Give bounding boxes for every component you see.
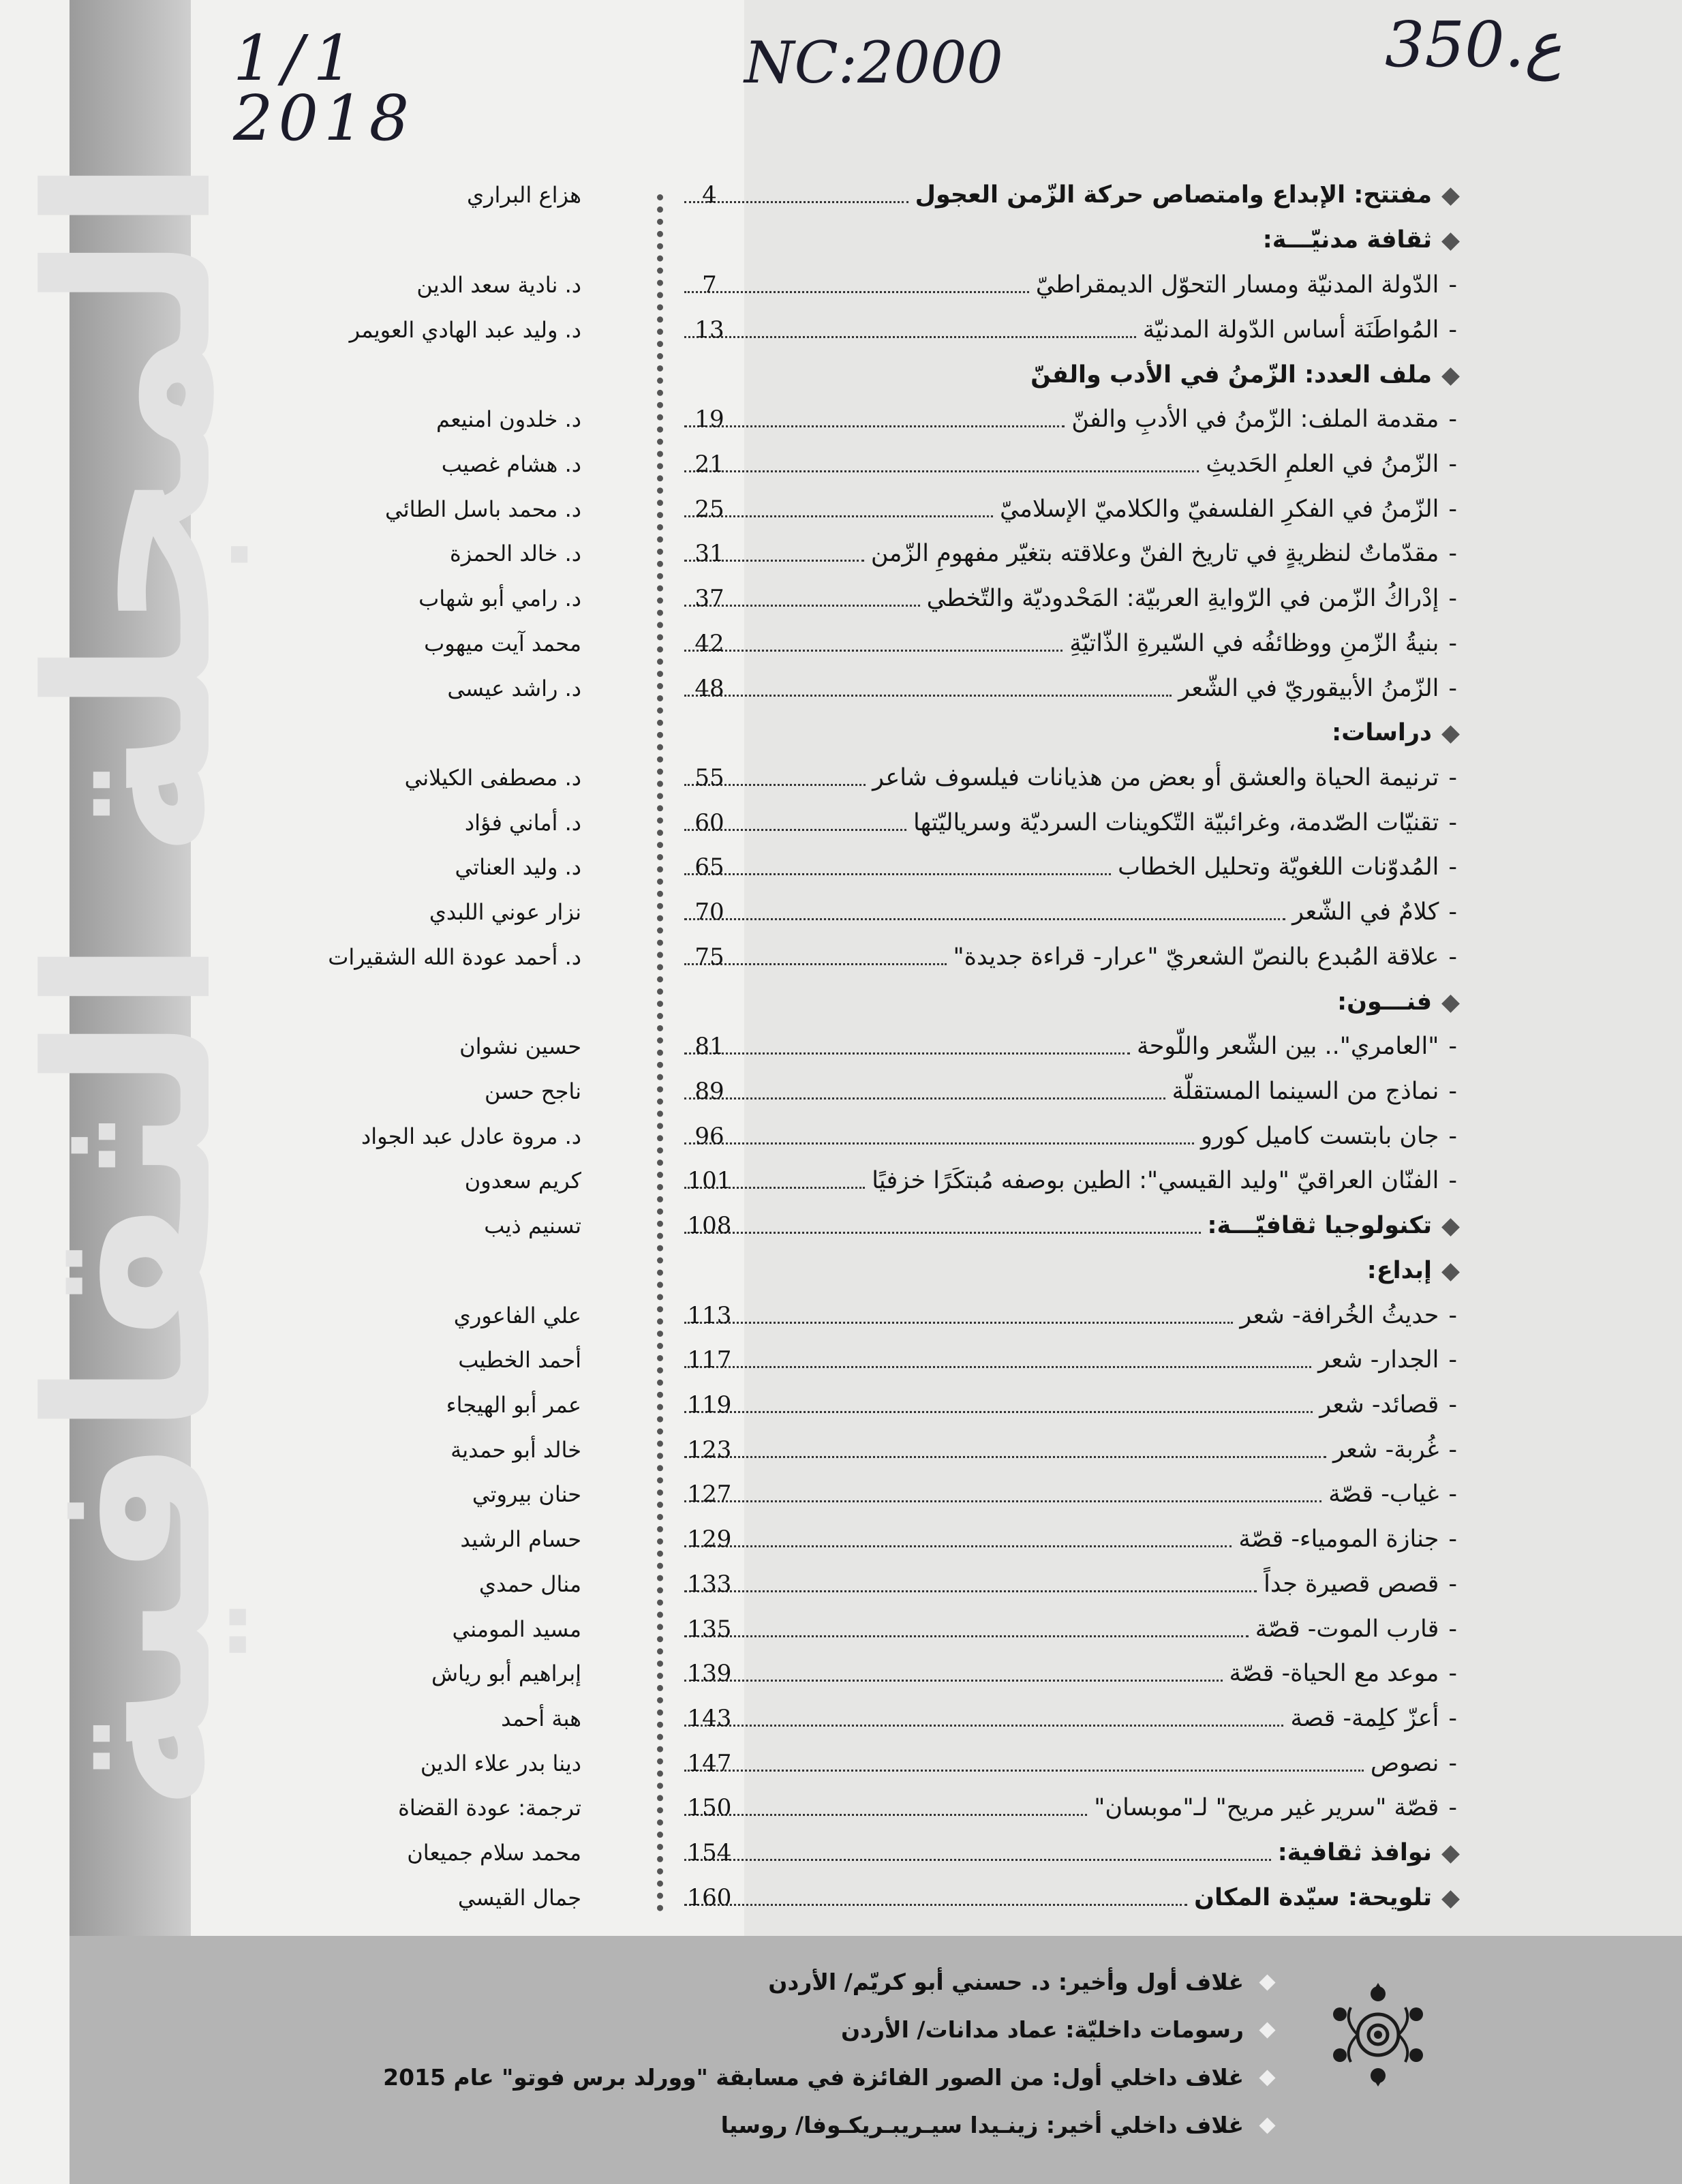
toc-row: [70, 757, 1682, 798]
toc-title-text: قارب الموت- قصّة: [1255, 1616, 1439, 1643]
dash-marker: -: [1448, 1302, 1457, 1329]
toc-entry-title: [684, 1474, 1457, 1515]
toc-title-text: الزّمنُ في العلمِ الحَديثِ: [1206, 451, 1439, 478]
credit-text: غلاف أول وأخير: د. حسني أبو كريّم/ الأردن: [768, 1969, 1244, 1995]
diamond-bullet-icon: [1441, 367, 1460, 386]
toc-row: [70, 937, 1682, 977]
toc-row: [70, 219, 1682, 260]
toc-row: [70, 175, 1682, 215]
handwritten-code: NC:2000: [744, 29, 1003, 96]
toc-section-title: [684, 1877, 1457, 1918]
dash-marker: -: [1448, 1571, 1457, 1598]
toc-row: [70, 1026, 1682, 1067]
toc-entry-title: [684, 1698, 1457, 1739]
toc-row: [70, 1160, 1682, 1201]
toc-title-text: تكنولوجيا ثقافيّـــة:: [1207, 1212, 1432, 1239]
leader-dots: [684, 1635, 1249, 1637]
toc-entry-title: [684, 623, 1457, 664]
toc-section-title: [1263, 219, 1457, 260]
dash-marker: -: [1448, 1705, 1457, 1732]
diamond-bullet-icon: [1441, 725, 1460, 744]
toc-entry-title: [684, 578, 1457, 619]
credit-line: [721, 2105, 1273, 2146]
toc-title-text: الجدار- شعر: [1318, 1346, 1439, 1374]
toc-entry-title: [684, 1609, 1457, 1650]
toc-author: د. هشام غصيب: [441, 451, 581, 477]
toc-title-text: مقدمة الملف: الزّمنُ في الأدبِ والفنّ: [1071, 406, 1439, 433]
toc-page-number: 160: [687, 1884, 732, 1911]
toc-author: حسين نشوان: [459, 1033, 581, 1059]
toc-row: [70, 892, 1682, 932]
toc-entry-title: [684, 668, 1457, 709]
toc-entry-title: [684, 399, 1457, 440]
toc-title-text: إبداع:: [1366, 1257, 1432, 1284]
toc-row: [70, 578, 1682, 619]
toc-row: [70, 847, 1682, 888]
toc-author: د. خلدون امنيعم: [436, 406, 581, 432]
toc-row: [70, 1205, 1682, 1246]
dash-marker: -: [1448, 496, 1457, 523]
toc-title-text: موعد مع الحياة- قصّة: [1229, 1660, 1439, 1687]
toc-row: [70, 489, 1682, 530]
toc-entry-title: [684, 1564, 1457, 1605]
leader-dots: [684, 470, 1199, 472]
toc-title-text: الزّمنُ الأبيقوريّ في الشّعر: [1178, 675, 1439, 702]
dash-marker: -: [1448, 271, 1457, 299]
toc-title-text: دراسات:: [1332, 719, 1432, 746]
toc-page-number: 25: [694, 496, 724, 523]
dash-marker: -: [1448, 1526, 1457, 1553]
leader-dots: [684, 1770, 1364, 1772]
leader-dots: [684, 1725, 1283, 1727]
leader-dots: [684, 1052, 1130, 1055]
toc-row: [70, 1519, 1682, 1560]
toc-page-number: 37: [694, 585, 724, 612]
toc-row: [70, 1295, 1682, 1336]
toc-author: د. وليد العناتي: [455, 854, 581, 880]
toc-author: تسنيم ذيب: [484, 1213, 581, 1239]
toc-page-number: 113: [687, 1302, 732, 1329]
toc-author: د. راشد عيسى: [447, 676, 581, 701]
toc-page-number: 7: [702, 271, 717, 299]
toc-row: [70, 1832, 1682, 1873]
toc-title-text: ثقافة مدنيّـــة:: [1262, 226, 1432, 254]
toc-page-number: 21: [694, 451, 724, 478]
toc-page-number: 65: [694, 853, 724, 881]
toc-title-text: غُربة- شعر: [1332, 1436, 1439, 1463]
toc-author: دينا بدر علاء الدين: [420, 1750, 581, 1776]
leader-dots: [684, 1097, 1165, 1099]
toc-row: [70, 1698, 1682, 1739]
toc-page-number: 48: [694, 675, 724, 702]
toc-entry-title: [684, 892, 1457, 932]
toc-title-text: نصوص: [1370, 1750, 1439, 1777]
credit-line: [383, 2057, 1273, 2098]
toc-entry-title: [684, 1384, 1457, 1425]
dash-marker: -: [1448, 809, 1457, 836]
toc-entry-title: [684, 1787, 1457, 1828]
dash-marker: -: [1448, 1167, 1457, 1194]
toc-title-text: المُواطَنَة أساس الدّولة المدنيّة: [1142, 316, 1439, 344]
diamond-bullet-icon: [1441, 1890, 1460, 1909]
toc-row: [70, 1071, 1682, 1112]
dash-marker: -: [1448, 764, 1457, 791]
toc-section-title: [1337, 982, 1457, 1022]
leader-dots: [684, 1590, 1257, 1592]
toc-row: [70, 982, 1682, 1022]
table-of-contents: [70, 0, 1682, 1936]
toc-title-text: علاقة المُبدع بالنصّ الشعريّ "عرار- قراءة جديدة": [953, 943, 1439, 971]
toc-row: [70, 1787, 1682, 1828]
leader-dots: [684, 1366, 1311, 1368]
toc-row: [70, 623, 1682, 664]
dash-marker: -: [1448, 675, 1457, 702]
spine-title: المجلة الثقافية: [0, 157, 262, 1813]
toc-author: هزاع البراري: [466, 182, 581, 208]
toc-page-number: 139: [687, 1660, 732, 1687]
credit-text: رسومات داخليّة: عماد مدانات/ الأردن: [840, 2016, 1244, 2043]
credit-bullet-icon: [1259, 2069, 1275, 2086]
dash-marker: -: [1448, 943, 1457, 971]
toc-page-number: 119: [687, 1391, 732, 1419]
toc-title-text: مقدّماتٌ لنظريةٍ في تاريخ الفنّ وعلاقته بتغيّر مفهومِ الزّمن: [870, 540, 1439, 567]
credit-bullet-icon: [1259, 2022, 1275, 2038]
toc-row: [70, 1339, 1682, 1380]
toc-row: [70, 533, 1682, 574]
toc-author: عمر أبو الهيجاء: [446, 1392, 581, 1418]
toc-author: د. مصطفى الكيلاني: [404, 765, 581, 791]
toc-section-title: [684, 1832, 1457, 1873]
leader-dots: [684, 1859, 1271, 1861]
toc-page-number: 96: [694, 1123, 724, 1150]
toc-row: [70, 399, 1682, 440]
toc-row: [70, 444, 1682, 485]
toc-page-number: 4: [702, 181, 717, 209]
toc-page-number: 127: [687, 1481, 732, 1508]
dash-marker: -: [1448, 540, 1457, 567]
toc-entry-title: [684, 847, 1457, 888]
dash-marker: -: [1448, 1436, 1457, 1463]
toc-row: [70, 1609, 1682, 1650]
toc-author: د. أحمد عودة الله الشقيرات: [328, 944, 581, 970]
dash-marker: -: [1448, 853, 1457, 881]
leader-dots: [684, 1680, 1223, 1682]
toc-page-number: 154: [687, 1839, 732, 1866]
toc-entry-title: [684, 489, 1457, 530]
toc-page-number: 117: [687, 1346, 732, 1374]
diamond-bullet-icon: [1441, 1845, 1460, 1864]
toc-author: د. مروة عادل عبد الجواد: [361, 1123, 581, 1149]
toc-author: كريم سعدون: [464, 1168, 581, 1194]
toc-page-number: 108: [687, 1212, 732, 1239]
dash-marker: -: [1448, 1346, 1457, 1374]
diamond-bullet-icon: [1441, 1218, 1460, 1237]
toc-page-number: 143: [687, 1705, 732, 1732]
toc-row: [70, 1429, 1682, 1470]
toc-page-number: 89: [694, 1078, 724, 1105]
toc-section-title: [684, 175, 1457, 215]
leader-dots: [684, 918, 1285, 920]
dash-marker: -: [1448, 1033, 1457, 1060]
toc-entry-title: [684, 1653, 1457, 1694]
credit-bullet-icon: [1259, 1974, 1275, 1990]
toc-row: [70, 1743, 1682, 1784]
leader-dots: [684, 695, 1172, 697]
toc-author: د. نادية سعد الدين: [416, 272, 581, 298]
toc-page-number: 60: [694, 809, 724, 836]
toc-title-text: بنيةُ الزّمنِ ووظائفُه في السّيرةِ الذّاتيّةِ: [1069, 630, 1439, 657]
dash-marker: -: [1448, 1123, 1457, 1150]
toc-page-number: 101: [687, 1167, 732, 1194]
toc-title-text: قصائد- شعر: [1319, 1391, 1439, 1419]
dash-marker: -: [1448, 1794, 1457, 1821]
toc-row: [70, 1877, 1682, 1918]
toc-author: حسام الرشيد: [460, 1526, 581, 1552]
dash-marker: -: [1448, 316, 1457, 344]
toc-row: [70, 264, 1682, 305]
toc-title-text: "العامري".. بين الشّعر واللّوحة: [1137, 1033, 1439, 1060]
dash-marker: -: [1448, 1750, 1457, 1777]
toc-page-number: 81: [694, 1033, 724, 1060]
toc-title-text: إدْراكُ الزّمن في الرّوايةِ العربيّة: المَحْدوديّة والتّخطي: [926, 585, 1439, 612]
toc-title-text: تقنيّات الصّدمة، وغرائبيّة التّكوينات السرديّة وسرياليّتها: [913, 809, 1439, 836]
toc-author: هبة أحمد: [501, 1705, 581, 1731]
dash-marker: -: [1448, 630, 1457, 657]
toc-entry-title: [684, 533, 1457, 574]
toc-title-text: المُدوّنات اللغويّة وتحليل الخطاب: [1118, 853, 1439, 881]
toc-entry-title: [684, 1743, 1457, 1784]
dash-marker: -: [1448, 406, 1457, 433]
diamond-bullet-icon: [1441, 1263, 1460, 1281]
toc-row: [70, 712, 1682, 753]
credit-text: غلاف داخلي أخير: زينـيدا سيـريبـريكـوفا/ روسيا: [720, 2112, 1244, 2138]
toc-row: [70, 1250, 1682, 1291]
toc-row: [70, 802, 1682, 843]
toc-section-title: [1030, 354, 1457, 395]
dash-marker: -: [1448, 1481, 1457, 1508]
toc-entry-title: [684, 937, 1457, 977]
toc-entry-title: [684, 757, 1457, 798]
credit-line: [768, 1962, 1273, 2003]
toc-entry-title: [684, 1295, 1457, 1336]
credit-text: غلاف داخلي أول: من الصور الفائزة في مسابقة "وورلد برس فوتو" عام 2015: [383, 2064, 1244, 2091]
toc-title-text: نماذج من السينما المستقلّة: [1172, 1078, 1439, 1105]
toc-title-text: الدّولة المدنيّة ومسار التحوّل الديمقراطيّ: [1035, 271, 1439, 299]
toc-author: نزار عوني اللبدي: [429, 899, 581, 925]
dash-marker: -: [1448, 1660, 1457, 1687]
leader-dots: [684, 1500, 1321, 1502]
toc-entry-title: [684, 1160, 1457, 1201]
toc-page-number: 19: [694, 406, 724, 433]
toc-entry-title: [684, 1519, 1457, 1560]
toc-page-number: 129: [687, 1526, 732, 1553]
diamond-bullet-icon: [1441, 232, 1460, 251]
toc-author: محمد سلام جميعان: [407, 1840, 581, 1866]
toc-author: حنان بيروتي: [472, 1481, 581, 1507]
toc-row: [70, 1474, 1682, 1515]
toc-entry-title: [684, 1071, 1457, 1112]
credit-line: [841, 2009, 1273, 2050]
toc-row: [70, 1116, 1682, 1157]
dash-marker: -: [1448, 898, 1457, 926]
leader-dots: [684, 1232, 1201, 1234]
credit-bullet-icon: [1259, 2117, 1275, 2134]
handwritten-date-line2: 2018: [233, 82, 415, 155]
toc-title-text: الزّمنُ في الفكرِ الفلسفيّ والكلاميّ الإسلاميّ: [999, 496, 1439, 523]
toc-author: ترجمة: عودة القضاة: [398, 1795, 581, 1821]
toc-author: د. خالد الحمزة: [449, 541, 581, 566]
toc-entry-title: [684, 264, 1457, 305]
toc-page-number: 150: [687, 1794, 732, 1821]
toc-page-number: 123: [687, 1436, 732, 1463]
dash-marker: -: [1448, 1616, 1457, 1643]
dash-marker: -: [1448, 1391, 1457, 1419]
toc-page-number: 42: [694, 630, 724, 657]
toc-title-text: حديثُ الخُرافة- شعر: [1240, 1302, 1439, 1329]
toc-author: أحمد الخطيب: [458, 1347, 581, 1373]
toc-title-text: قصص قصيرة جداً: [1264, 1571, 1439, 1598]
toc-author: محمد آيت ميهوب: [424, 631, 581, 656]
toc-entry-title: [684, 1429, 1457, 1470]
diamond-bullet-icon: [1441, 187, 1460, 206]
leader-dots: [684, 336, 1136, 338]
toc-title-text: تلويحة: سيّدة المكان: [1194, 1884, 1432, 1911]
handwritten-date-line1: 1/1: [233, 22, 363, 95]
toc-page-number: 55: [694, 764, 724, 791]
toc-entry-title: [684, 1026, 1457, 1067]
toc-title-text: غياب- قصّة: [1328, 1481, 1439, 1508]
leader-dots: [684, 1411, 1313, 1413]
toc-entry-title: [684, 1116, 1457, 1157]
leader-dots: [684, 1456, 1326, 1458]
toc-title-text: أعزّ كلِمة- قصة: [1290, 1705, 1439, 1732]
toc-section-title: [1332, 712, 1457, 753]
toc-entry-title: [684, 802, 1457, 843]
diamond-bullet-icon: [1441, 995, 1460, 1013]
toc-title-text: جنازة المومياء- قصّة: [1238, 1526, 1439, 1553]
toc-row: [70, 668, 1682, 709]
handwritten-reference: 350.ع: [1385, 8, 1562, 81]
toc-title-text: كلامٌ في الشّعر: [1292, 898, 1439, 926]
toc-author: د. محمد باسل الطائي: [385, 496, 581, 522]
toc-row: [70, 1384, 1682, 1425]
toc-title-text: ملف العدد: الزّمنُ في الأدب والفنّ: [1030, 361, 1432, 389]
toc-page-number: 70: [694, 898, 724, 926]
toc-author: د. وليد عبد الهادي العويمر: [349, 317, 581, 343]
toc-title-text: نوافذ ثقافية:: [1277, 1839, 1432, 1866]
toc-author: د. أماني فؤاد: [464, 810, 581, 836]
toc-page-number: 31: [694, 540, 724, 567]
toc-title-text: قصّة "سرير غير مريح" لـ"موبسان": [1094, 1794, 1439, 1821]
toc-author: جمال القيسي: [457, 1885, 581, 1911]
toc-section-title: [1367, 1250, 1457, 1291]
toc-author: خالد أبو حمدية: [450, 1437, 581, 1463]
ornament-emblem: [1330, 1980, 1426, 2089]
leader-dots: [684, 1322, 1233, 1324]
toc-author: منال حمدي: [478, 1571, 581, 1597]
toc-author: د. رامي أبو شهاب: [418, 586, 581, 611]
dash-marker: -: [1448, 585, 1457, 612]
toc-title-text: جان بابتست كاميل كورو: [1200, 1123, 1439, 1150]
toc-author: مسيد المومني: [452, 1616, 581, 1642]
leader-dots: [684, 1545, 1232, 1547]
toc-page-number: 135: [687, 1616, 732, 1643]
toc-page-number: 13: [694, 316, 724, 344]
toc-entry-title: [684, 1339, 1457, 1380]
leader-dots: [684, 1904, 1187, 1906]
leader-dots: [684, 1142, 1194, 1144]
toc-section-title: [684, 1205, 1457, 1246]
toc-title-text: فنـــون:: [1337, 988, 1432, 1016]
dash-marker: -: [1448, 451, 1457, 478]
dash-marker: -: [1448, 1078, 1457, 1105]
toc-entry-title: [684, 309, 1457, 350]
toc-title-text: مفتتح: الإبداع وامتصاص حركة الزّمن العجول: [915, 181, 1432, 209]
toc-title-text: ترنيمة الحياة والعشق أو بعض من هذيانات فيلسوف شاعر: [872, 764, 1439, 791]
toc-author: علي الفاعوري: [453, 1303, 581, 1329]
toc-page-number: 133: [687, 1571, 732, 1598]
toc-row: [70, 1653, 1682, 1694]
toc-row: [70, 354, 1682, 395]
toc-title-text: الفنّان العراقيّ "وليد القيسي": الطين بوصفه مُبتكَرًا خزفيًا: [872, 1167, 1439, 1194]
toc-page-number: 75: [694, 943, 724, 971]
toc-page-number: 147: [687, 1750, 732, 1777]
toc-row: [70, 1564, 1682, 1605]
toc-entry-title: [684, 444, 1457, 485]
toc-row: [70, 309, 1682, 350]
toc-author: ناجح حسن: [485, 1078, 581, 1104]
toc-author: إبراهيم أبو رياش: [431, 1660, 581, 1686]
